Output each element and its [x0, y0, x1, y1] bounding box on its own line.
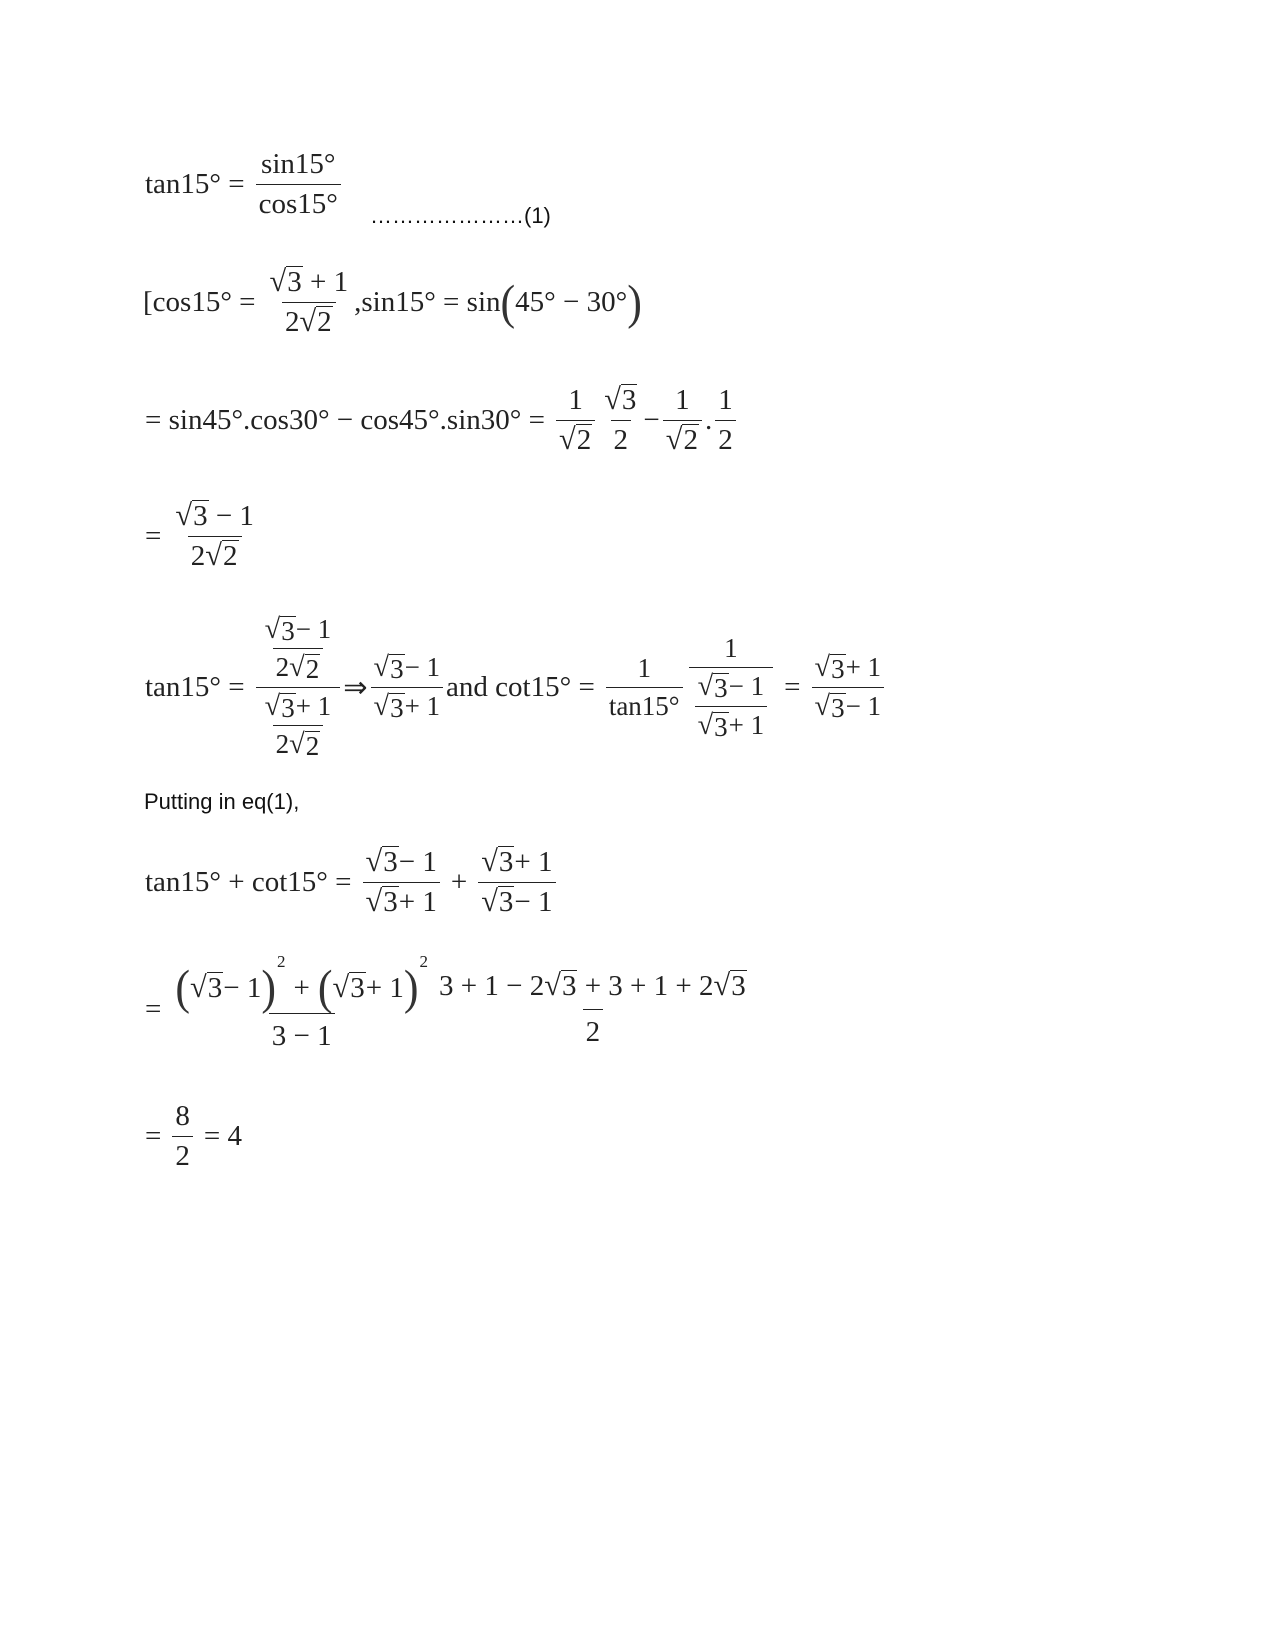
sqrt-symbol: √ 2	[289, 729, 320, 762]
fraction-denominator: 2	[715, 420, 736, 457]
sqrt-symbol: √ 3	[814, 652, 845, 685]
sqrt-symbol: √ 2	[289, 652, 320, 685]
tan15-lhs: tan15° =	[145, 168, 245, 200]
fraction-denominator: 2 √ 2	[188, 536, 242, 573]
fraction-numerator: √ 3 − 1	[373, 652, 441, 685]
close-paren: )	[627, 275, 642, 329]
cos15-fraction	[267, 266, 352, 339]
sqrt-symbol: √ 3	[814, 690, 845, 723]
one-over-compound-fraction	[689, 633, 774, 741]
equation-expanded-sum	[145, 952, 753, 1053]
fraction-denominator: cos15°	[256, 184, 341, 221]
equals-sign: =	[145, 993, 162, 1025]
fraction-denominator: 2	[583, 1009, 604, 1049]
open-paren: (	[500, 275, 516, 329]
sqrt-symbol: √ 3	[190, 970, 223, 1005]
fraction-denominator: 3 − 1	[269, 1013, 335, 1053]
fraction-numerator: √ 3 − 1	[175, 498, 254, 532]
tan15-fraction	[363, 846, 440, 919]
sqrt-symbol: √ 3	[697, 709, 728, 742]
exponent: 2	[419, 952, 428, 971]
fraction-numerator: 1	[637, 652, 651, 683]
sin15-expression: ,sin15° = sin	[354, 286, 501, 318]
implies-arrow: ⇒	[343, 671, 368, 704]
sqrt-symbol: √ 3	[264, 690, 295, 723]
close-paren: )	[403, 960, 419, 1015]
sum-lhs: tan15° + cot15° =	[145, 866, 352, 898]
fraction-1-over-2	[715, 384, 736, 457]
fraction-numerator: √ 3 − 1	[264, 614, 332, 646]
fraction-numerator: 1	[675, 384, 690, 416]
equation-tan-cot-values	[145, 614, 887, 760]
sqrt-symbol: √ 3	[373, 652, 404, 685]
fraction-denominator: √ 3 + 1	[363, 882, 440, 919]
putting-in-eq-text: Putting in eq(1),	[144, 789, 300, 814]
fraction-numerator: 1	[568, 384, 583, 416]
equation-sum-tan-cot	[145, 846, 559, 919]
fraction-denominator: 2 √ 2	[273, 725, 324, 760]
sqrt-symbol: √ 3	[264, 614, 295, 646]
equals-sign: =	[145, 520, 162, 552]
fraction-numerator: √ 3 + 1	[264, 690, 332, 723]
tan15-simplified-fraction	[371, 652, 444, 722]
and-cot15-text: and cot15° =	[446, 670, 595, 703]
equation-number-label: …………………(1)	[370, 203, 551, 228]
fraction-denominator: √ 3 − 1	[478, 882, 555, 919]
fraction-denominator: 2 √ 2	[282, 302, 336, 339]
fraction-numerator: ( √ 3 − 1 ) 2 + ( √ 3 + 1 ) 2	[175, 952, 428, 1015]
fraction-numerator: √ 3 + 1	[269, 264, 349, 298]
fraction-numerator	[601, 384, 640, 420]
plus-sign: +	[293, 971, 310, 1004]
cot15-result-fraction	[812, 652, 885, 722]
close-paren: )	[261, 960, 276, 1015]
equals-sign: =	[145, 1120, 162, 1152]
open-paren: (	[175, 960, 191, 1015]
tan15-lhs: tan15° =	[145, 670, 245, 703]
sqrt-symbol: √ 3	[481, 884, 514, 918]
fraction-denominator: √ 3 − 1	[812, 687, 885, 722]
fraction-denominator	[256, 687, 341, 761]
sqrt-symbol: √ 2	[299, 304, 332, 338]
eight-over-two-fraction	[172, 1100, 193, 1173]
cos15-lead: [cos15° =	[143, 286, 256, 318]
fraction-denominator	[663, 420, 702, 457]
exponent: 2	[277, 952, 286, 971]
cot15-fraction	[478, 846, 555, 919]
open-paren: (	[317, 960, 333, 1015]
fraction-denominator: 2	[172, 1136, 193, 1173]
sqrt-symbol: √ 3	[175, 498, 208, 532]
sqrt-symbol: √ 3	[332, 970, 365, 1005]
sqrt-symbol: √ 3	[269, 264, 302, 298]
fraction-numerator	[256, 614, 341, 687]
sin-over-cos-fraction	[256, 148, 341, 221]
sqrt-symbol: √ 3	[481, 844, 514, 878]
sqrt-symbol: √ 3	[373, 690, 404, 723]
equation-sin15-expansion	[145, 384, 739, 457]
equation-cos15-value	[143, 266, 642, 339]
equation-final-result	[145, 1100, 242, 1173]
fraction-numerator: 3 + 1 − 2 √ 3 + 3 + 1 + 2 √ 3	[439, 968, 746, 1002]
fraction-numerator: √ 3 + 1	[814, 652, 882, 685]
equation-tan15-definition	[145, 148, 344, 221]
inner-fraction-tan15	[695, 671, 768, 741]
fraction-1-over-root2	[556, 384, 595, 457]
inner-fraction-sin15	[262, 614, 335, 684]
fraction-numerator: √ 3 + 1	[481, 844, 553, 878]
expanded-numerator-fraction	[436, 970, 750, 1049]
inner-fraction-cos15	[262, 691, 335, 761]
fraction-denominator: tan15°	[606, 687, 683, 722]
sqrt-symbol: √ 2	[665, 422, 698, 456]
sin15-fraction	[172, 500, 257, 573]
fraction-numerator: √ 3 − 1	[365, 844, 437, 878]
dot-operator: .	[704, 404, 713, 436]
fraction-numerator: 1	[724, 633, 738, 664]
sqrt-symbol: √ 2	[558, 422, 592, 456]
fraction-denominator	[556, 420, 595, 457]
fraction-numerator: √ 3 − 1	[697, 671, 765, 704]
fraction-denominator: 2	[611, 420, 632, 457]
compound-fraction-tan15	[256, 614, 341, 760]
fraction-root3-over-2	[601, 384, 640, 457]
sqrt-symbol: √ 3	[544, 968, 577, 1002]
fraction-denominator: √ 3 + 1	[371, 687, 444, 722]
angle-difference: 45° − 30°	[515, 286, 628, 318]
squared-sum-fraction	[172, 952, 431, 1053]
fraction-numerator: 1	[718, 384, 733, 416]
fraction-1-over-root2-b	[663, 384, 702, 457]
fraction-denominator: √ 3 + 1	[695, 706, 768, 741]
sqrt-symbol: √ 3	[604, 382, 637, 416]
fraction-numerator: 8	[175, 1100, 190, 1132]
fraction-denominator	[689, 667, 774, 741]
minus-sign: −	[643, 404, 660, 436]
equals-sign: =	[784, 670, 801, 703]
fraction-numerator: sin15°	[261, 148, 336, 180]
fraction-denominator: 2 √ 2	[273, 648, 324, 683]
plus-sign: +	[450, 866, 468, 898]
sqrt-symbol: √ 3	[365, 844, 398, 878]
sqrt-symbol: √ 2	[205, 538, 238, 572]
one-over-tan15-fraction	[606, 653, 683, 722]
sqrt-symbol: √ 3	[365, 884, 398, 918]
sqrt-symbol: √ 3	[713, 968, 746, 1002]
expansion-expression: = sin45°.cos30° − cos45°.sin30° =	[145, 404, 545, 436]
final-value: = 4	[203, 1120, 242, 1152]
sqrt-symbol: √ 3	[697, 671, 728, 704]
equation-sin15-result	[145, 500, 260, 573]
